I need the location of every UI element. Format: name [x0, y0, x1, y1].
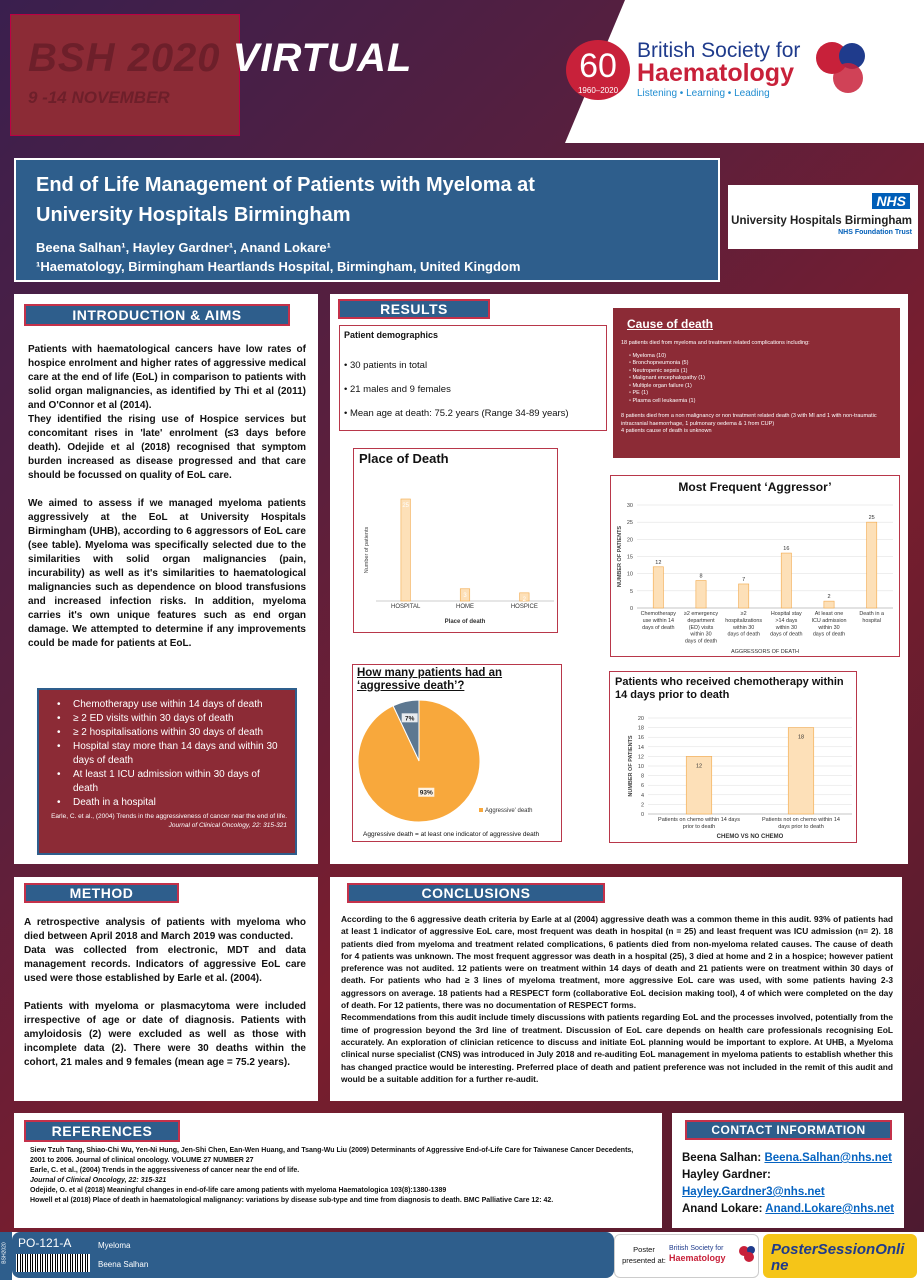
intro-p2: They identified the rising use of Hospice services but concomitant rises in 'late' enrolment (≤3 days before death). Odejide et al (2018) recognised that symptom burden increased as disease progressed and that care should be focussed on quality of EoL care.	[28, 414, 306, 481]
cause-a: 18 patients died from myeloma and treatment related complications including:	[621, 340, 810, 346]
bar	[867, 522, 877, 608]
bar	[696, 581, 706, 608]
pso-logo	[763, 1234, 917, 1278]
x-axis-label: Place of death	[444, 619, 486, 625]
aggressor-chart-svg	[611, 476, 901, 658]
contact-name-1: Beena Salhan:	[682, 1152, 765, 1164]
footer-bsh-line1: British Society for	[669, 1245, 724, 1252]
cause-c: 4 patients cause of death is unknown	[621, 428, 712, 434]
chemo-chart-title: Patients who received chemotherapy within 14 days prior to death	[615, 676, 844, 701]
bsh-circles-icon	[812, 36, 872, 96]
aggressive-death-chart	[352, 664, 562, 842]
y-tick-label: 20	[637, 716, 644, 722]
poster-code: PO-121-A	[18, 1236, 72, 1250]
data-label: 8	[699, 573, 703, 580]
contact-email-1[interactable]: Beena.Salhan@nhs.net	[764, 1152, 892, 1164]
data-label: 2	[827, 594, 831, 601]
contact-list	[682, 1150, 900, 1218]
x-tick-label: Hospital stay	[770, 611, 802, 617]
authors-block	[16, 230, 718, 276]
intro-heading: INTRODUCTION & AIMS	[24, 304, 290, 326]
cause-b: 8 patients died from a non malignancy or non treatment related death (3 with MI and 1 with non-traumatic intracranial haemorrhage, 1 pulmonary oedema & 1 from CUP)	[621, 413, 877, 427]
x-tick-label: use within 14	[642, 617, 675, 624]
footer-author: Beena Salhan	[98, 1260, 149, 1269]
x-tick-label: ≥2	[740, 611, 747, 617]
x-tick-label: prior to death	[682, 824, 716, 830]
y-tick-label: 4	[640, 792, 644, 799]
aggressors-citation	[51, 812, 287, 830]
pie-chart-title: How many patients had an ‘aggressive death’?	[357, 667, 503, 692]
method-p3: Patients with myeloma or plasmacytoma were included irrespective of age or date of diagnosis. Patients with amyloidosis (2) were excluded as well as those with incomplete data (2). There were 30 deaths within the cohort, 21 males and 9 females (mean age = 75.2 years).	[24, 1001, 306, 1068]
aggressor-item: • Hospital stay more than 14 days and within 30 days of death	[57, 740, 287, 768]
bsh-tagline: Listening • Learning • Leading	[637, 88, 770, 99]
contact-name-3: Anand Lokare:	[682, 1203, 766, 1215]
method-p2: Data was collected from electronic, MDT and data management records. Indicators of aggressive EoL care used were those established by Earle et al. (2004).	[24, 945, 306, 984]
demographics-box	[339, 325, 607, 431]
authors: Beena Salhan¹, Hayley Gardner¹, Anand Lokare¹	[36, 240, 331, 255]
method-heading: METHOD	[24, 883, 179, 903]
event-title-a: BSH 2020	[28, 36, 221, 80]
bar	[781, 553, 791, 608]
references-heading: REFERENCES	[24, 1120, 180, 1142]
contact-name-2: Hayley Gardner:	[682, 1169, 771, 1181]
y-tick-label: 30	[626, 503, 633, 509]
pso-text: PosterSessionOnline	[771, 1241, 905, 1274]
cause-item: ▫ Neutropenic sepsis (1)	[629, 367, 688, 374]
y-tick-label: 20	[626, 537, 633, 544]
x-tick-label: within 30	[733, 624, 755, 631]
y-tick-label: 2	[640, 802, 644, 809]
contact-heading: CONTACT INFORMATION	[685, 1120, 892, 1140]
x-tick-label: days prior to death	[778, 824, 824, 830]
pie-slice	[358, 700, 480, 822]
y-tick-label: 10	[637, 764, 644, 770]
footer-bsh-line2: Haematology	[669, 1253, 726, 1263]
presented-box	[614, 1234, 759, 1278]
data-label: 25	[868, 515, 875, 522]
bar	[739, 584, 749, 608]
bar	[824, 601, 834, 608]
demographics-list	[344, 354, 602, 426]
title-line2: University Hospitals Birmingham	[36, 204, 351, 226]
contact-email-2[interactable]: Hayley.Gardner3@nhs.net	[682, 1186, 825, 1198]
cause-item: ▫ Bronchopneumonia (5)	[629, 360, 689, 366]
x-tick-label: days of death	[770, 631, 803, 638]
footer-side-label: BSH2020	[1, 1242, 8, 1264]
aggressor-chart-title: Most Frequent ‘Aggressor’	[678, 480, 832, 494]
aggressor-item: • Death in a hospital	[57, 796, 287, 810]
y-tick-label: 8	[640, 773, 644, 780]
nhs-foundation: NHS Foundation Trust	[838, 229, 912, 236]
title-box	[14, 158, 720, 282]
footer-bar	[12, 1232, 614, 1278]
y-axis-label: NUMBER OF PATIENTS	[628, 735, 634, 797]
x-tick-label: hospitalizations	[725, 617, 763, 624]
intro-p3: We aimed to assess if we managed myeloma patients aggressively at the EoL at University Hospitals Birmingham (UHB), according to 6 aggressors of EoL care (see table). Myeloma was specifically selected due to the similarities with solid organ malignancies (pain, incurability) as well as it's similarities to haematological malignancies such as dependence on blood transfusions and increased infection risks. In addition, myeloma carries it's own unique features such as end organ damage. We attempted to determine if any improvements could be made for patients at EoL.	[28, 498, 306, 649]
cause-list	[621, 348, 896, 406]
y-axis-label: Number of patients	[364, 526, 370, 574]
data-label: 3	[463, 592, 467, 599]
chemo-chart-svg	[610, 672, 858, 844]
aggressor-item: • At least 1 ICU admission within 30 days of death	[57, 768, 287, 796]
bar	[401, 499, 410, 601]
bsh-line1: British Society for	[637, 39, 801, 62]
bsh-logo	[637, 40, 800, 102]
x-tick-label: HOSPICE	[510, 604, 538, 610]
event-dates: 9 -14 NOVEMBER	[28, 88, 170, 107]
y-tick-label: 5	[629, 588, 633, 595]
y-tick-label: 15	[626, 554, 633, 561]
intro-p1: Patients with haematological cancers have low rates of hospice enrolment and higher rates of aggressive medical care at the end of life (EoL) in comparison to patients with solid organ malignancies, as identified by Thi et al (2011) and O'Connor et al (2014).	[28, 344, 306, 411]
y-tick-label: 6	[640, 783, 644, 790]
y-axis-label: NUMBER OF PATIENTS	[617, 525, 623, 588]
x-tick-label: At least one	[814, 611, 844, 617]
x-tick-label: days of death	[727, 631, 760, 638]
place-chart-svg	[354, 449, 559, 634]
title-line1: End of Life Management of Patients with Myeloma at	[36, 174, 535, 196]
contact-email-3[interactable]: Anand.Lokare@nhs.net	[765, 1203, 895, 1215]
presented-text: Poster presented at:	[622, 1245, 666, 1265]
pie-chart-svg	[353, 665, 563, 843]
x-tick-label: days of death	[642, 624, 675, 631]
data-label: 12	[695, 763, 703, 770]
event-title	[28, 36, 412, 81]
bar	[653, 567, 663, 608]
cite-line1: Earle, C. et al., (2004) Trends in the aggressiveness of cancer near the end of life.	[51, 813, 287, 820]
nhs-badge: NHS	[872, 193, 910, 209]
method-p1: A retrospective analysis of patients with myeloma who died between April 2018 and March 2019 was conducted.	[24, 917, 306, 942]
legend-label: Aggressive' death	[485, 808, 533, 814]
x-tick-label: Patients on chemo within 14 days	[658, 817, 740, 823]
y-tick-label: 25	[626, 520, 633, 527]
anniversary-years: 1960–2020	[577, 86, 619, 95]
ref-4: Odejide, O. et al (2018) Meaningful changes in end-of-life care among patients with myeloma Haematologica 103(8):1380-1389	[30, 1187, 447, 1194]
data-label: 2	[522, 596, 527, 603]
ref-3: Journal of Clinical Oncology, 22: 315-321	[30, 1177, 167, 1184]
y-tick-label: 14	[637, 744, 644, 751]
nhs-trust: University Hospitals Birmingham	[731, 215, 912, 227]
results-heading: RESULTS	[338, 299, 490, 319]
x-axis-label: AGGRESSORS OF DEATH	[730, 649, 800, 655]
y-tick-label: 12	[637, 754, 644, 761]
x-tick-label: hospital	[862, 617, 881, 624]
aggressors-box	[37, 688, 297, 855]
cause-title: Cause of death	[627, 317, 714, 331]
x-tick-label: ≥2 emergency	[683, 611, 719, 617]
y-tick-label: 16	[637, 735, 644, 742]
x-tick-label: days of death	[812, 631, 846, 638]
x-tick-label: >14 days	[775, 617, 798, 624]
conclusions-heading: CONCLUSIONS	[347, 883, 605, 903]
poster-title	[16, 160, 718, 230]
data-label: 25	[402, 503, 410, 509]
conclusions-p1: According to the 6 aggressive death criteria by Earle at al (2004) aggressive death was a common theme in this audit. 93% of patients had at least 1 indicator of aggressive EoL care, most frequent was death in hospital (n = 25) and least frequent was ICU admission (n= 2). 18 patients died from myeloma and treatment related complications, 6 patients died from non-myeloma related causes. The cause of death for 4 patients was unknown. The most frequent aggressor was death in a hospital (25), 3 died at home and 2 in a hospice; however patient preference was not audited. 12 patients were on treatment within 14 days of death and 21 patients were on treatment within 30 days of death. For patients who had ≥ 3 lines of myeloma treatment, more aggressive EoL care was used, with some patients having 2-3 aggressors on average. 18 patients had a RESPECT form (collaborative EoL decision making tool), 4 of which were completed on the day of death. For 12 patients, there was no documentation of RESPECT forms.	[341, 914, 893, 1011]
demographic-item: • 21 males and 9 females	[344, 384, 451, 395]
data-label: 18	[797, 734, 805, 741]
ref-1: Siew Tzuh Tang, Shiao-Chi Wu, Yen-Ni Hung, Jen-Shi Chen, Ean-Wen Huang, and Tsang-Wu Liu (2009) Determinants of Aggressive End-of-Life Care for Taiwanese Cancer Decedents, 2001 to 2006. Journal of clinical oncology. VOLUME 27 NUMBER 27	[30, 1147, 634, 1164]
x-tick-label: Chemotherapy	[640, 611, 677, 617]
anniversary-badge	[566, 40, 630, 100]
footer-bsh-circles-icon	[737, 1243, 757, 1263]
bsh-line2: Haematology	[637, 59, 794, 87]
footer-topic: Myeloma	[98, 1241, 131, 1250]
cite-line2: Journal of Clinical Oncology, 22: 315-321	[168, 822, 287, 829]
cause-item: ▫ Plasma cell leukaemia (1)	[629, 397, 696, 404]
x-tick-label: within 30	[818, 624, 840, 631]
x-axis-label: CHEMO VS NO CHEMO	[716, 834, 784, 840]
x-tick-label: within 30	[690, 631, 712, 638]
cause-item: ▫ Malignant encephalopathy (1)	[629, 375, 705, 381]
cause-item: ▫ Multiple organ failure (1)	[629, 382, 692, 389]
event-title-b: VIRTUAL	[220, 36, 413, 80]
pie-caption: Aggressive death = at least one indicator of aggressive death	[363, 831, 540, 838]
x-tick-label: HOME	[456, 604, 474, 610]
conclusions-text	[341, 913, 893, 1085]
aggressors-list	[39, 690, 295, 810]
intro-text	[28, 343, 306, 651]
x-tick-label: (ED) visits	[688, 624, 714, 631]
aggressor-chart	[610, 475, 900, 657]
place-chart-title: Place of Death	[359, 451, 449, 466]
x-tick-label: department	[687, 617, 715, 624]
conclusions-p2: Recommendations from this audit include timely discussions with patients regarding EoL and the processes involved, potentially from the time of progression beyond the 3rd line of treatment. Discussion of EoL care depends on health care professionals recognising EoL accurately. An exploration of clinician reticence to discuss and initiate EoL planning would be important to explore. At UHB, a Myeloma clinical nurse specialist (CNS) was introduced in July 2018 and re-auditing EoL management in myeloma patients to establish whether this has changed practice would be interesting. Preferred place of death and patient preference was not included in the remit of this audit and would be a suitable addition for a further re-audit.	[341, 1012, 893, 1084]
pie-label: 7%	[404, 715, 415, 723]
demographic-item: • Mean age at death: 75.2 years (Range 34-89 years)	[344, 408, 569, 419]
x-tick-label: within 30	[775, 624, 797, 631]
cause-item: ▫ PE (1)	[629, 390, 649, 396]
aggressor-item: • Chemotherapy use within 14 days of death	[57, 698, 287, 712]
place-of-death-chart	[353, 448, 558, 633]
cause-item: ▫ Myeloma (10)	[629, 352, 667, 359]
pie-label: 93%	[419, 789, 433, 797]
demographics-title: Patient demographics	[344, 330, 439, 340]
method-text	[24, 916, 306, 1070]
cause-text	[621, 340, 896, 436]
y-tick-label: 10	[626, 571, 633, 578]
x-tick-label: HOSPITAL	[391, 604, 421, 610]
barcode-icon	[16, 1254, 90, 1272]
cause-box	[613, 308, 900, 458]
nhs-logo	[728, 185, 918, 249]
affiliation: ¹Haematology, Birmingham Heartlands Hospital, Birmingham, United Kingdom	[36, 259, 521, 274]
chemo-chart	[609, 671, 857, 843]
data-label: 7	[742, 576, 746, 583]
legend-swatch	[479, 808, 483, 812]
data-label: 12	[655, 559, 662, 566]
x-tick-label: Death in a	[859, 611, 884, 617]
references-list	[30, 1146, 650, 1206]
ref-2: Earle, C. et al., (2004) Trends in the aggressiveness of cancer near the end of life.	[30, 1167, 300, 1174]
data-label: 16	[783, 546, 790, 553]
demographic-item: • 30 patients in total	[344, 360, 428, 371]
x-tick-label: ICU admission	[811, 617, 847, 624]
aggressor-item: • ≥ 2 ED visits within 30 days of death	[57, 712, 287, 726]
y-tick-label: 0	[629, 606, 633, 612]
y-tick-label: 0	[640, 812, 644, 818]
x-tick-label: days of death	[684, 638, 718, 645]
anniversary-number: 60	[579, 47, 617, 85]
ref-5: Howell et al (2018) Place of death in haematological malignancy: variations by disease sub-type and time from diagnosis to death. BMC Palliative Care 12: 42.	[30, 1197, 554, 1204]
y-tick-label: 18	[637, 725, 644, 732]
x-tick-label: Patients not on chemo within 14	[762, 817, 840, 823]
aggressor-item: • ≥ 2 hospitalisations within 30 days of death	[57, 726, 287, 740]
